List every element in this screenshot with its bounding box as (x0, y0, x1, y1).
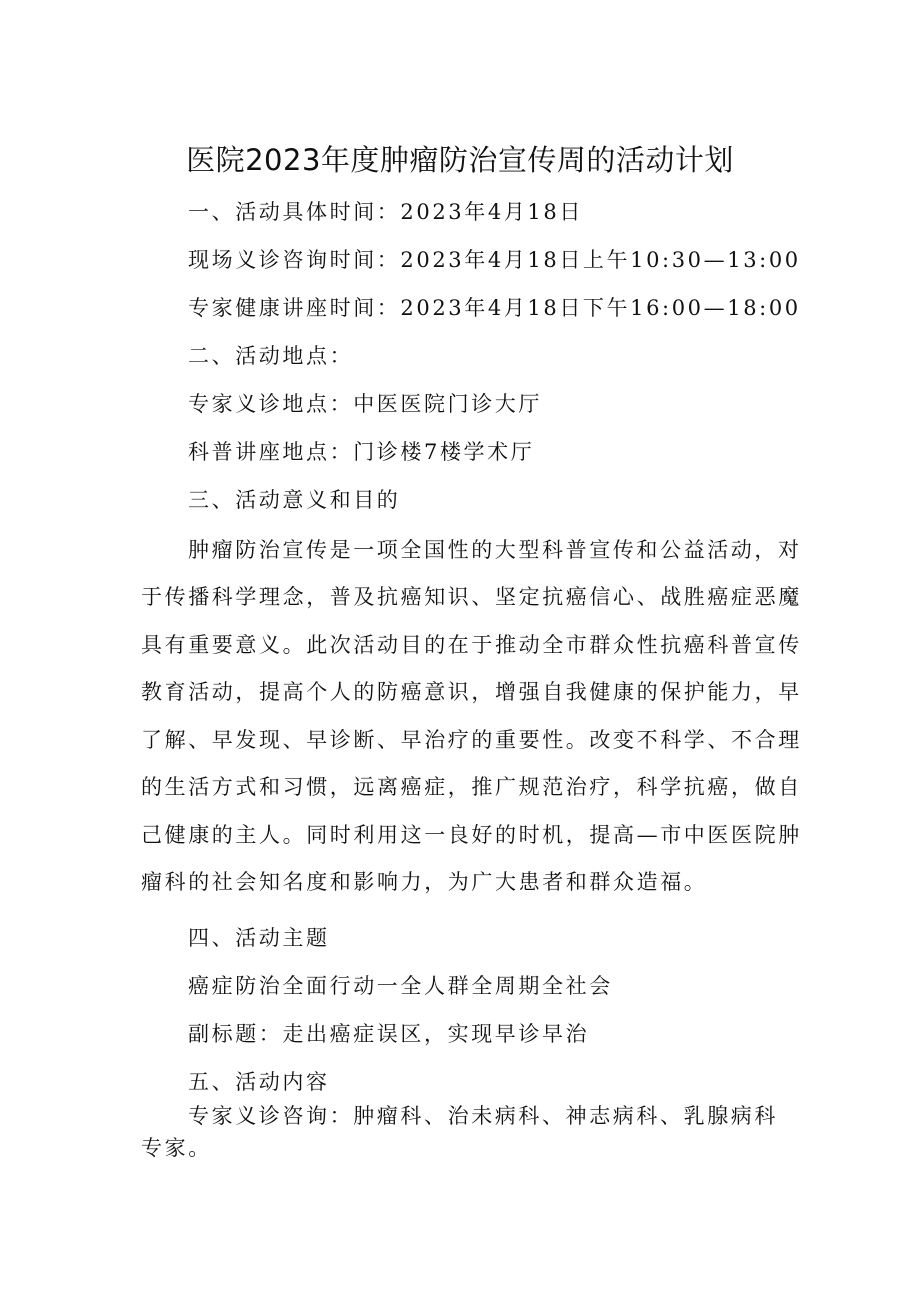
theme-line: 癌症防治全面行动一全人群全周期全社会 (188, 974, 613, 998)
content-line: 专家义诊咨询：肿瘤科、治未病科、神志病科、乳腺病科 (188, 1104, 778, 1128)
activity-time-heading: 一、活动具体时间：2023年4月18日 (188, 200, 583, 224)
purpose-paragraph-line: 教育活动，提高个人的防癌意识，增强自我健康的保护能力，早 (141, 680, 802, 704)
document-title: 医院2023年度肿瘤防治宣传周的活动计划 (186, 143, 734, 177)
subtitle-line: 副标题：走出癌症误区，实现早诊早治 (188, 1022, 590, 1046)
consultation-location-line: 专家义诊地点：中医医院门诊大厅 (188, 392, 542, 416)
purpose-paragraph-line: 肿瘤防治宣传是一项全国性的大型科普宣传和公益活动，对 (188, 538, 802, 562)
purpose-paragraph-line: 了解、早发现、早诊断、早治疗的重要性。改变不科学、不合理 (141, 728, 802, 752)
purpose-paragraph-line: 于传播科学理念，普及抗癌知识、坚定抗癌信心、战胜癌症恶魔 (141, 585, 802, 609)
content-line-continued: 专家。 (141, 1136, 212, 1160)
purpose-heading: 三、活动意义和目的 (188, 488, 401, 512)
location-heading: 二、活动地点： (188, 344, 354, 368)
purpose-paragraph-line: 瘤科的社会知名度和影响力，为广大患者和群众造福。 (141, 870, 708, 894)
purpose-paragraph-line: 的生活方式和习惯，远离癌症，推广规范治疗，科学抗癌，做自 (141, 775, 802, 799)
consultation-time-line: 现场义诊咨询时间：2023年4月18日上午10:30—13:00 (188, 248, 801, 272)
lecture-time-line: 专家健康讲座时间：2023年4月18日下午16:00—18:00 (188, 296, 801, 320)
content-heading: 五、活动内容 (188, 1070, 330, 1094)
purpose-paragraph-line: 己健康的主人。同时利用这一良好的时机，提高—市中医医院肿 (141, 823, 802, 847)
lecture-location-line: 科普讲座地点：门诊楼7楼学术厅 (188, 440, 535, 464)
purpose-paragraph-line: 具有重要意义。此次活动目的在于推动全市群众性抗癌科普宣传 (141, 633, 802, 657)
theme-heading: 四、活动主题 (188, 926, 330, 950)
